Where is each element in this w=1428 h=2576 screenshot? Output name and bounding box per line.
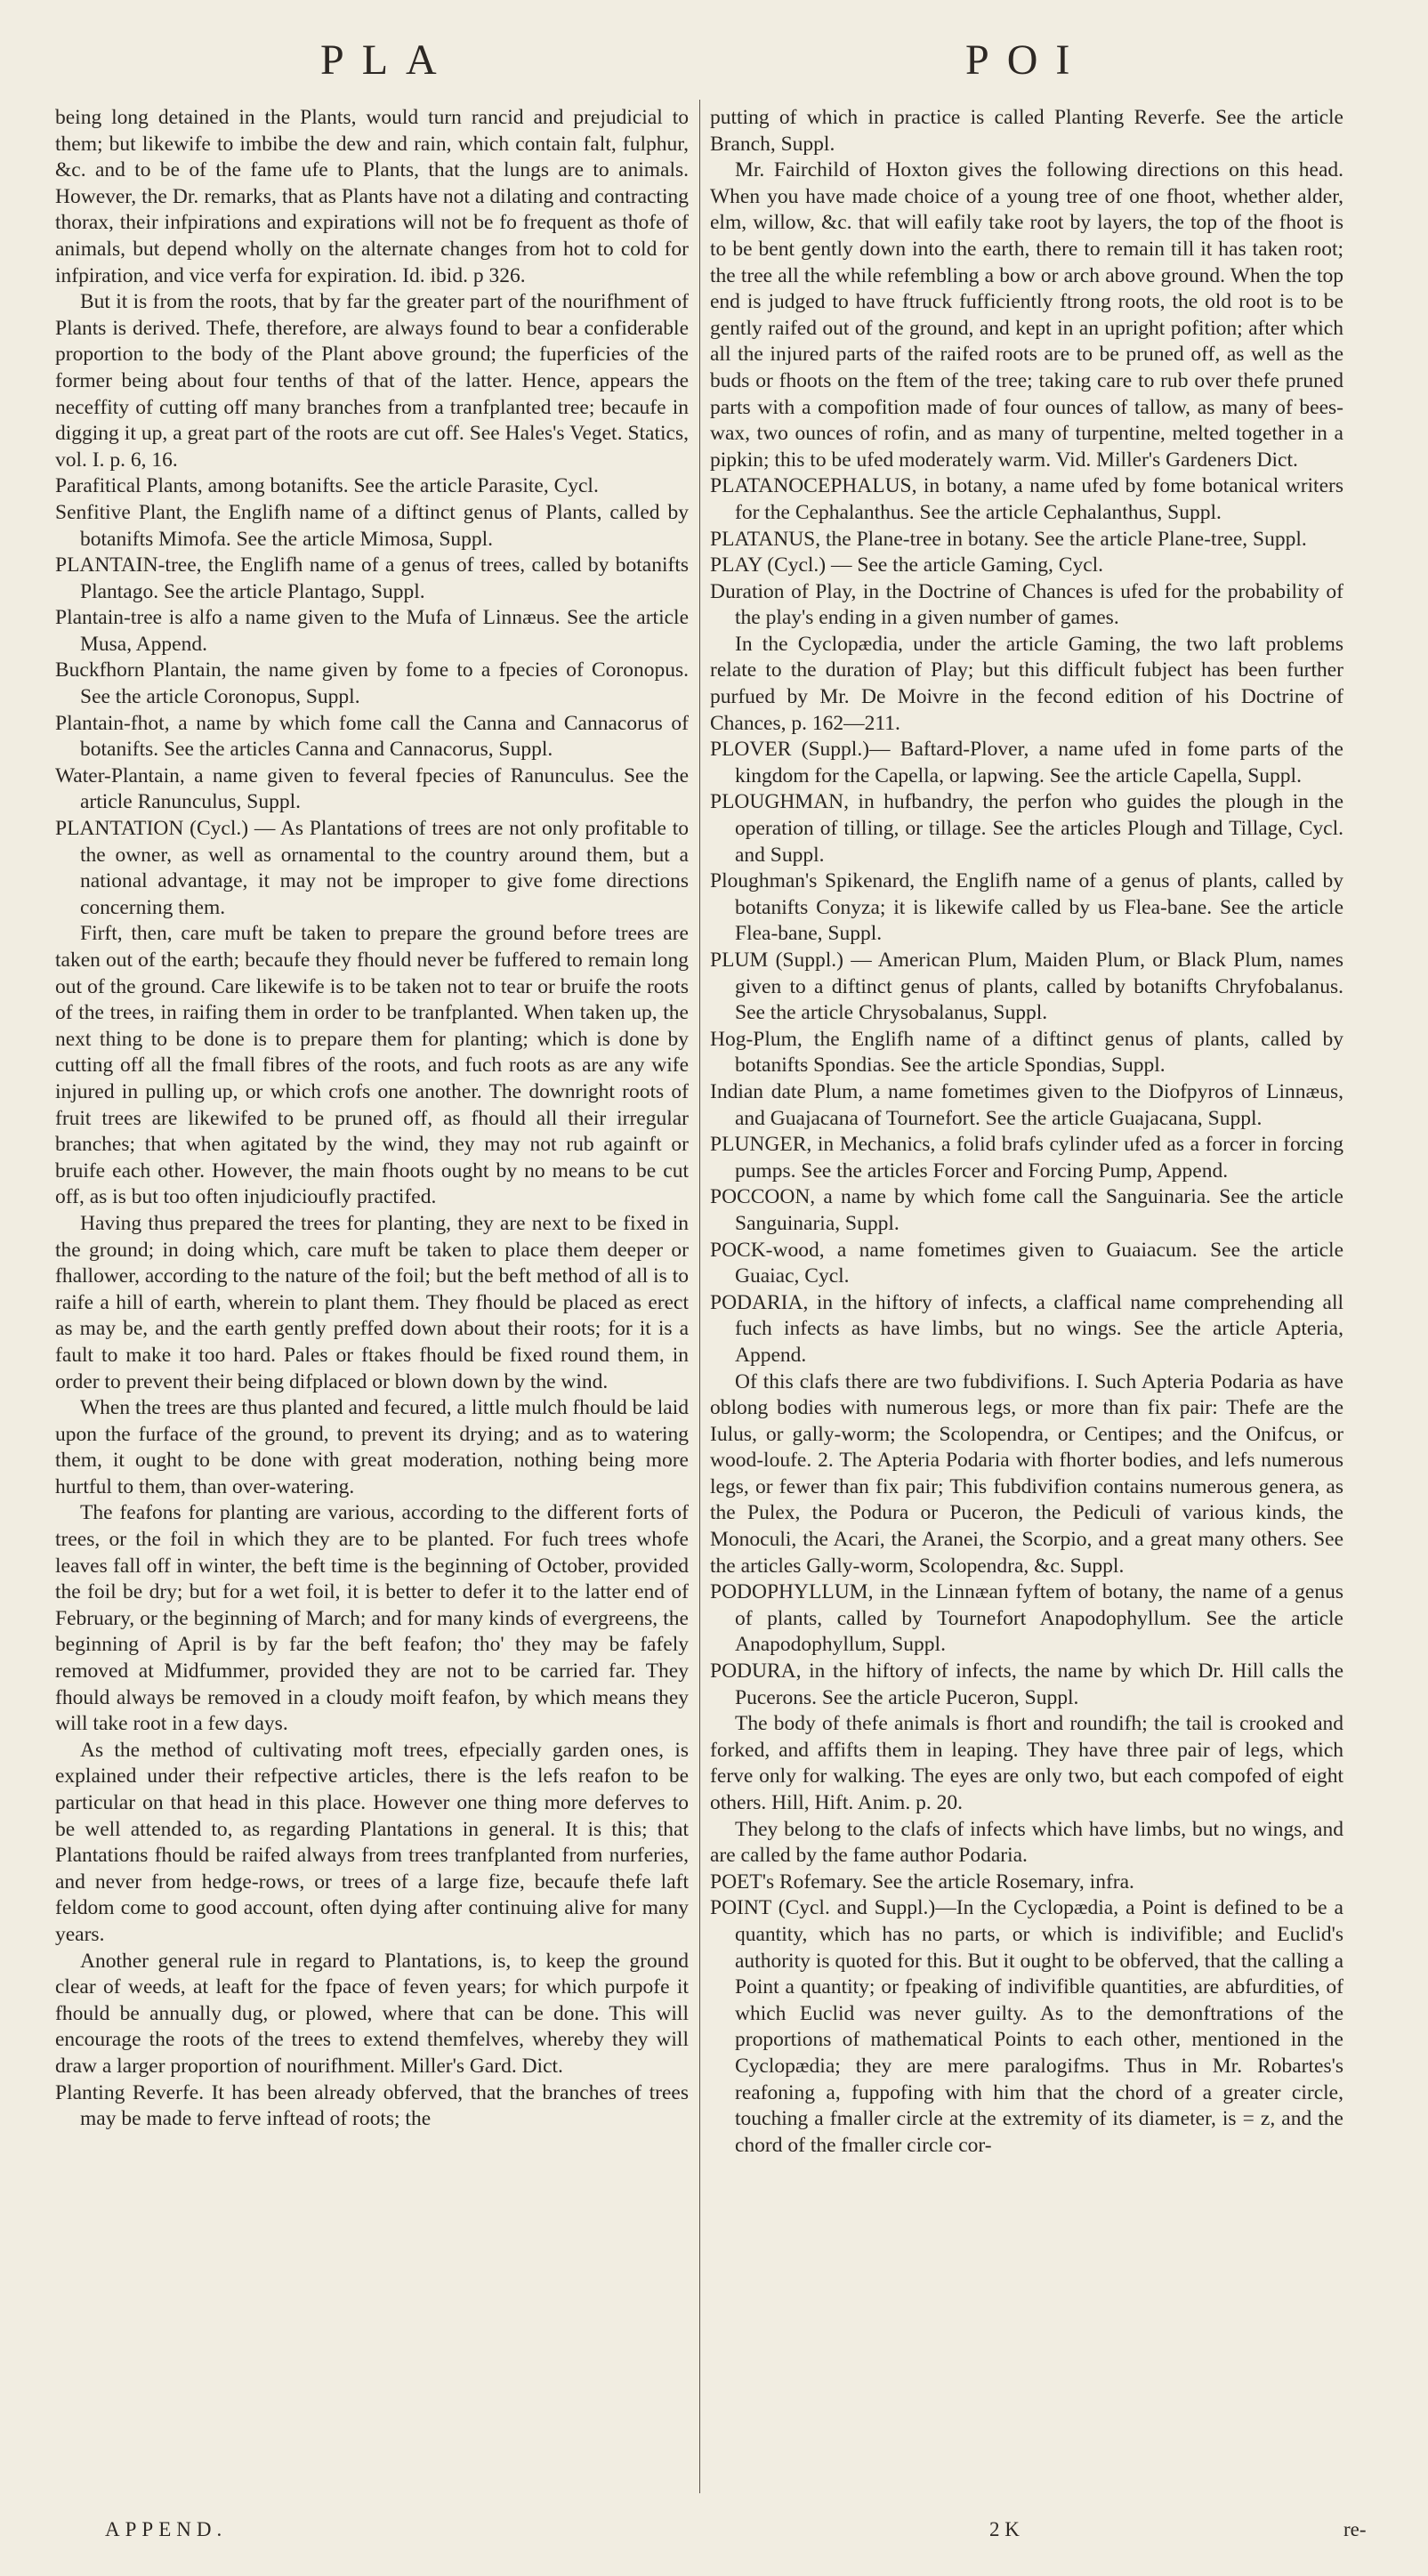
paragraph: They belong to the clafs of infects which have limbs, but no wings, and are called by the fame author Podaria. xyxy=(710,1817,1343,1868)
paragraph: PODARIA, in the hiftory of infects, a claffical name comprehending all fuch infects as have limbs, but no wings. See the article Apteria, Append. xyxy=(710,1290,1343,1367)
paragraph: POET's Rofemary. See the article Rosemary, infra. xyxy=(710,1869,1134,1894)
paragraph: Indian date Plum, a name fometimes given to the Diofpyros of Linnæus, and Guajacana of Tournefort. See the article Guajacana, Suppl. xyxy=(710,1079,1343,1130)
paragraph: As the method of cultivating moft trees, efpecially garden ones, is explained under their refpective articles, there is the lefs reafon to be particular on that head in this place. However one thing more deferves to be well attended to, as regarding Plantations in general. It is this; that Plantations fhould be raifed always from trees tranfplanted from nurferies, and never from hedge-rows, or trees of a large fize, becaufe thefe laft feldom come to good account, often dying after continuing alive for many years. xyxy=(55,1738,689,1946)
paragraph: But it is from the roots, that by far the greater part of the nourifhment of Plants is derived. Thefe, therefore, are always found to bear a confiderable proportion to the body of the Plant above ground; the fuperficies of the former being about four tenths of that of the latter. Hence, appears the neceffity of cutting off many branches from a tranfplanted tree; becaufe in digging it up, a great part of the roots are cut off. See Hales's Veget. Statics, vol. I. p. 6, 16. xyxy=(55,290,689,472)
paragraph: POINT (Cycl. and Suppl.)—In the Cyclopædia, a Point is defined to be a quantity, which has no parts, or which is indivifible; and Euclid's authority is quoted for this. But it ought to be obferved, that the calling a Point a quantity; or fpeaking of indivifible quantities, are abfurdities, of which Euclid was never guilty. As to the demonftrations of the proportions of mathematical Points to each other, mentioned in the Cyclopædia; they are mere paralogifms. Thus in Mr. Robartes's reafoning a, fuppofing with him that the chord of a greater circle, touching a fmaller circle at the extremity of its diameter, is = z, and the chord of the fmaller circle cor- xyxy=(710,1896,1343,2157)
paragraph: Another general rule in regard to Plantations, is, to keep the ground clear of weeds, at leaft for the fpace of feven years; for which purpofe it fhould be annually dug, or plowed, where that can be done. This will encourage the roots of the trees to extend themfelves, whereby they will draw a larger proportion of nourifhment. Miller's Gard. Dict. xyxy=(55,1949,689,2078)
paragraph: PLOVER (Suppl.)— Baftard-Plover, a name ufed in fome parts of the kingdom for the Capella, or lapwing. See the article Capella, Suppl. xyxy=(710,738,1343,787)
paragraph: PLATANOCEPHALUS, in botany, a name ufed by fome botanical writers for the Cephalanthus. See the article Cephalanthus, Suppl. xyxy=(710,474,1343,524)
paragraph: being long detained in the Plants, would turn rancid and prejudicial to them; but likewife to imbibe the dew and rain, which contain falt, fulphur, &c. and to be of the fame ufe to Plants, that the lungs are to animals. However, the Dr. remarks, that as Plants have not a dilating and contracting thorax, their infpirations and expirations will not be fo frequent as thofe of animals, but depend wholly on the alternate changes from hot to cold for infpiration, and vice verfa for expiration. Id. ibid. p 326. xyxy=(55,106,689,287)
paragraph: Senfitive Plant, the Englifh name of a diftinct genus of Plants, called by botanifts Mimofa. See the article Mimosa, Suppl. xyxy=(55,500,689,551)
paragraph: The body of thefe animals is fhort and roundifh; the tail is crooked and forked, and affifts them in leaping. They have three pair of legs, which ferve only for walking. The eyes are only two, but each compofed of eight others. Hill, Hift. Anim. p. 20. xyxy=(710,1712,1343,1814)
paragraph: Buckfhorn Plantain, the name given by fome to a fpecies of Coronopus. See the article Coronopus, Suppl. xyxy=(55,658,689,709)
paragraph: PODOPHYLLUM, in the Linnæan fyftem of botany, the name of a genus of plants, called by Tournefort Anapodophyllum. See the article Anapodophyllum, Suppl. xyxy=(710,1580,1343,1657)
paragraph: POCCOON, a name by which fome call the Sanguinaria. See the article Sanguinaria, Suppl. xyxy=(710,1185,1343,1235)
paragraph: Water-Plantain, a name given to feveral fpecies of Ranunculus. See the article Ranunculus, Suppl. xyxy=(55,763,689,814)
paragraph: PLANTATION (Cycl.) — As Plantations of trees are not only profitable to the owner, as well as ornamental to the country around them, but a national advantage, it may not be improper to give fome directions concerning them. xyxy=(55,817,689,919)
paragraph: Mr. Fairchild of Hoxton gives the following directions on this head. When you have made choice of a young tree of one fhoot, whether alder, elm, willow, &c. that will eafily take root by layers, the top of the fhoot is to be bent gently down into the earth, there to remain till it has taken root; the tree all the while refembling a bow or arch above ground. When the top end is judged to have ftruck fufficiently ftrong roots, the old root is to be gently raifed out of the ground, and kept in an upright pofition; after which all the injured parts of the raifed roots are to be pruned off, as well as the buds or fhoots on the ftem of the tree; taking care to rub over thefe pruned parts with a compofition made of four ounces of tallow, as many of bees-wax, two ounces of rofin, and as many of turpentine, melted together in a pipkin; this to be ufed moderately warm. Vid. Miller's Gardeners Dict. xyxy=(710,158,1343,472)
paragraph: PLUNGER, in Mechanics, a folid brafs cylinder ufed as a forcer in forcing pumps. See the articles Forcer and Forcing Pump, Append. xyxy=(710,1133,1343,1183)
paragraph: Planting Reverfe. It has been already obferved, that the branches of trees may be made to ferve inftead of roots; the xyxy=(55,2080,689,2131)
paragraph: PLATANUS, the Plane-tree in botany. See the article Plane-tree, Suppl. xyxy=(710,527,1307,551)
paragraph: Firft, then, care muft be taken to prepare the ground before trees are taken out of the earth; becaufe they fhould never be fuffered to remain long out of the ground. Care likewife is to be taken not to tear or bruife the roots of the trees, in raifing them in order to be tranfplanted. When taken up, the next thing to be done is to prepare them for planting; which is done by cutting off all the fmall fibres of the roots, and fuch roots as are any wife injured in pulling up, or which crofs one another. The downright roots of fruit trees are likewifed to be pruned off, as fhould all their irregular branches; that when agitated by the wind, they may not rub againft or bruife each other. However, the main fhoots ought by no means to be cut off, as is but too often injudicioufly practifed. xyxy=(55,922,689,1209)
running-header-right: POI xyxy=(965,36,1088,84)
paragraph: Ploughman's Spikenard, the Englifh name of a genus of plants, called by botanifts Conyza; it is likewife called by us Flea-bane. See the article Flea-bane, Suppl. xyxy=(710,869,1343,946)
footer-append: APPEND. xyxy=(105,2518,228,2540)
paragraph: Of this clafs there are two fubdivifions. I. Such Apteria Podaria as have oblong bodies with numerous legs, or more than fix pair: Thefe are the Iulus, or gally-worm; the Scolopendra, or Centipes; and the Onifcus, or wood-loufe. 2. The Apteria Podaria with fhorter bodies, and lefs numerous legs, or fewer than fix pair; This fubdivifion contains numerous genera, as the Pulex, the Podura or Puceron, the Pediculi of various kinds, the Monoculi, the Acari, the Aranei, the Scorpio, and a great many others. See the articles Gally-worm, Scolopendra, &c. Suppl. xyxy=(710,1369,1343,1578)
paragraph: putting of which in practice is called Planting Reverfe. See the article Branch, Suppl. xyxy=(710,106,1343,156)
paragraph: PLANTAIN-tree, the Englifh name of a genus of trees, called by botanifts Plantago. See the article Plantago, Suppl. xyxy=(55,553,689,603)
column-divider xyxy=(699,100,700,2493)
paragraph: POCK-wood, a name fometimes given to Guaiacum. See the article Guaiac, Cycl. xyxy=(710,1238,1343,1288)
paragraph: Parafitical Plants, among botanifts. See the article Parasite, Cycl. xyxy=(55,474,599,498)
paragraph: Plantain-fhot, a name by which fome call the Canna and Cannacorus of botanifts. See the articles Canna and Cannacorus, Suppl. xyxy=(55,711,689,762)
paragraph: When the trees are thus planted and fecured, a little mulch fhould be laid upon the furface of the ground, to prevent its drying; and as to watering them, it ought to be done with great moderation, nothing being more hurtful to them, than over-watering. xyxy=(55,1396,689,1498)
paragraph: PODURA, in the hiftory of infects, the name by which Dr. Hill calls the Pucerons. See the article Puceron, Suppl. xyxy=(710,1659,1343,1709)
catchword: re- xyxy=(1343,2518,1367,2540)
paragraph: In the Cyclopædia, under the article Gaming, the two laft problems relate to the duration of Play; but this difficult fubject has been further purfued by Mr. De Moivre in the fecond edition of his Doctrine of Chances, p. 162—211. xyxy=(710,632,1343,735)
paragraph: Having thus prepared the trees for planting, they are next to be fixed in the ground; in doing which, care muft be taken to place them deeper or fhallower, according to the nature of the foil; but the beft method of all is to raife a hill of earth, wherein to plant them. They fhould be placed as erect as may be, and the earth gently preffed down about their roots; for it is a fault to make it too hard. Pales or ftakes fhould be fixed round them, in order to prevent their being difplaced or blown down by the wind. xyxy=(55,1211,689,1393)
left-column xyxy=(55,105,689,2499)
paragraph: Hog-Plum, the Englifh name of a diftinct genus of plants, called by botanifts Spondias. See the article Spondias, Suppl. xyxy=(710,1027,1343,1078)
paragraph: The feafons for planting are various, according to the different forts of trees, or the foil in which they are to be planted. For fuch trees whofe leaves fall off in winter, the beft time is the beginning of October, provided the foil be dry; but for a wet foil, it is better to defer it to the latter end of February, or the beginning of March; and for many kinds of evergreens, the beginning of April is by far the beft feafon; tho' they may be fafely removed at Midfummer, provided they are not to be carried far. They fhould always be removed in a cloudy moift feafon, by which means they will take root in a few days. xyxy=(55,1501,689,1736)
paragraph: Duration of Play, in the Doctrine of Chances is ufed for the probability of the play's ending in a given number of games. xyxy=(710,579,1343,630)
right-column xyxy=(710,105,1343,2499)
signature-mark: 2 K xyxy=(989,2518,1020,2540)
paragraph: Plantain-tree is alfo a name given to the Mufa of Linnæus. See the article Musa, Append. xyxy=(55,606,689,656)
running-header-left: PLA xyxy=(320,36,455,84)
paragraph: PLUM (Suppl.) — American Plum, Maiden Plum, or Black Plum, names given to a diftinct genus of plants, called by botanifts Chryfobalanus. See the article Chrysobalanus, Suppl. xyxy=(710,949,1343,1025)
paragraph: PLOUGHMAN, in hufbandry, the perfon who guides the plough in the operation of tilling, or tillage. See the articles Plough and Tillage, Cycl. and Suppl. xyxy=(710,790,1343,867)
paragraph: PLAY (Cycl.) — See the article Gaming, Cycl. xyxy=(710,553,1104,577)
